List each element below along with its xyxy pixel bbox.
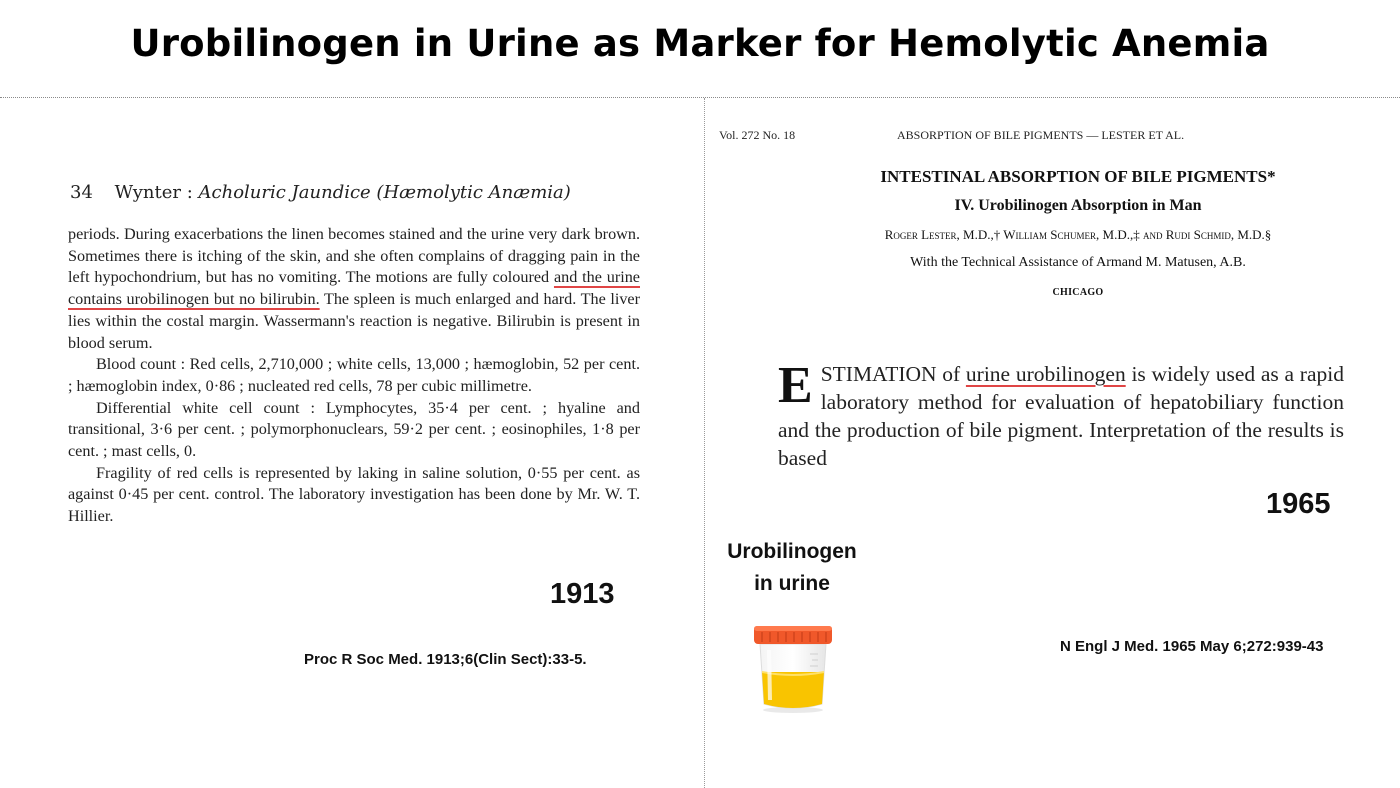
running-title: Acholuric Jaundice (Hæmolytic Anæmia) bbox=[198, 182, 571, 203]
highlighted-finding: and the urine contains urobilinogen but no bilirubin. bbox=[68, 268, 640, 309]
title-divider bbox=[0, 97, 1400, 98]
volume-label: Vol. 272 No. 18 bbox=[719, 128, 796, 142]
left-page-header bbox=[70, 182, 571, 203]
journal-header bbox=[719, 128, 1185, 143]
paragraph-1: periods. During exacerbations the linen becomes stained and the urine very dark brown. Sometimes there is itching of the skin, and she often complains of dragging pain in the left hypochondrium, but has no vomiting. The motions are fully coloured and the urine contains urobilinogen but no bilirubin. The spleen is much enlarged and hard. The liver lies within the costal margin. Wassermann's reaction is negative. Bilirubin is present in blood serum. bbox=[68, 225, 641, 352]
paragraph-fragility: Fragility of red cells is represented by laking in saline solution, 0·55 per cent. as against 0·45 per cent. control. The laboratory investigation has been done by Mr. W. T. Hillier. bbox=[68, 463, 640, 526]
page-number: 34 bbox=[70, 182, 93, 203]
citation-1965: N Engl J Med. 1965 May 6;272:939-43 bbox=[1060, 638, 1324, 655]
year-1913: 1913 bbox=[550, 578, 615, 610]
abstract-text bbox=[778, 357, 1344, 472]
paragraph-blood-count: Blood count : Red cells, 2,710,000 ; white cells, 13,000 ; hæmoglobin, 52 per cent. ; hæmoglobin index, 0·86 ; nucleated red cells, 78 per cubic millimetre. bbox=[68, 355, 640, 395]
page-title: Urobilinogen in Urine as Marker for Hemolytic Anemia bbox=[130, 22, 1270, 65]
left-body-text bbox=[68, 224, 640, 528]
running-head: ABSORPTION OF BILE PIGMENTS — LESTER ET AL. bbox=[897, 128, 1185, 142]
technical-assistance: With the Technical Assistance of Armand M. Matusen, A.B. bbox=[910, 255, 1246, 270]
abstract-paragraph: STIMATION of urine urobilinogen is widely used as a rapid laboratory method for evaluation of hepatobiliary function and the production of bile pigment. Interpretation of the results is based bbox=[778, 362, 1344, 470]
article-authors: Roger Lester, M.D.,† William Schumer, M.D.,‡ and Rudi Schmid, M.D.§ bbox=[884, 227, 1272, 242]
urine-sample-cup-icon bbox=[748, 618, 838, 714]
drop-cap: E bbox=[778, 357, 813, 414]
paragraph-differential: Differential white cell count : Lymphocytes, 35·4 per cent. ; hyaline and transitional, 3·6 per cent. ; polymorphonuclears, 59·2 per cent. ; eosinophiles, 1·8 per cent. ; mast cells, 0. bbox=[68, 398, 640, 461]
article-title: INTESTINAL ABSORPTION OF BILE PIGMENTS* bbox=[880, 167, 1276, 186]
article-subtitle: IV. Urobilinogen Absorption in Man bbox=[954, 197, 1202, 214]
author-name: Wynter : bbox=[114, 182, 193, 203]
highlighted-term: urine urobilinogen bbox=[965, 362, 1126, 386]
year-1965: 1965 bbox=[1266, 488, 1331, 520]
citation-1913: Proc R Soc Med. 1913;6(Clin Sect):33-5. bbox=[304, 651, 587, 668]
city: CHICAGO bbox=[1052, 287, 1104, 298]
urine-sample-label: Urobilinogen in urine bbox=[727, 540, 857, 595]
